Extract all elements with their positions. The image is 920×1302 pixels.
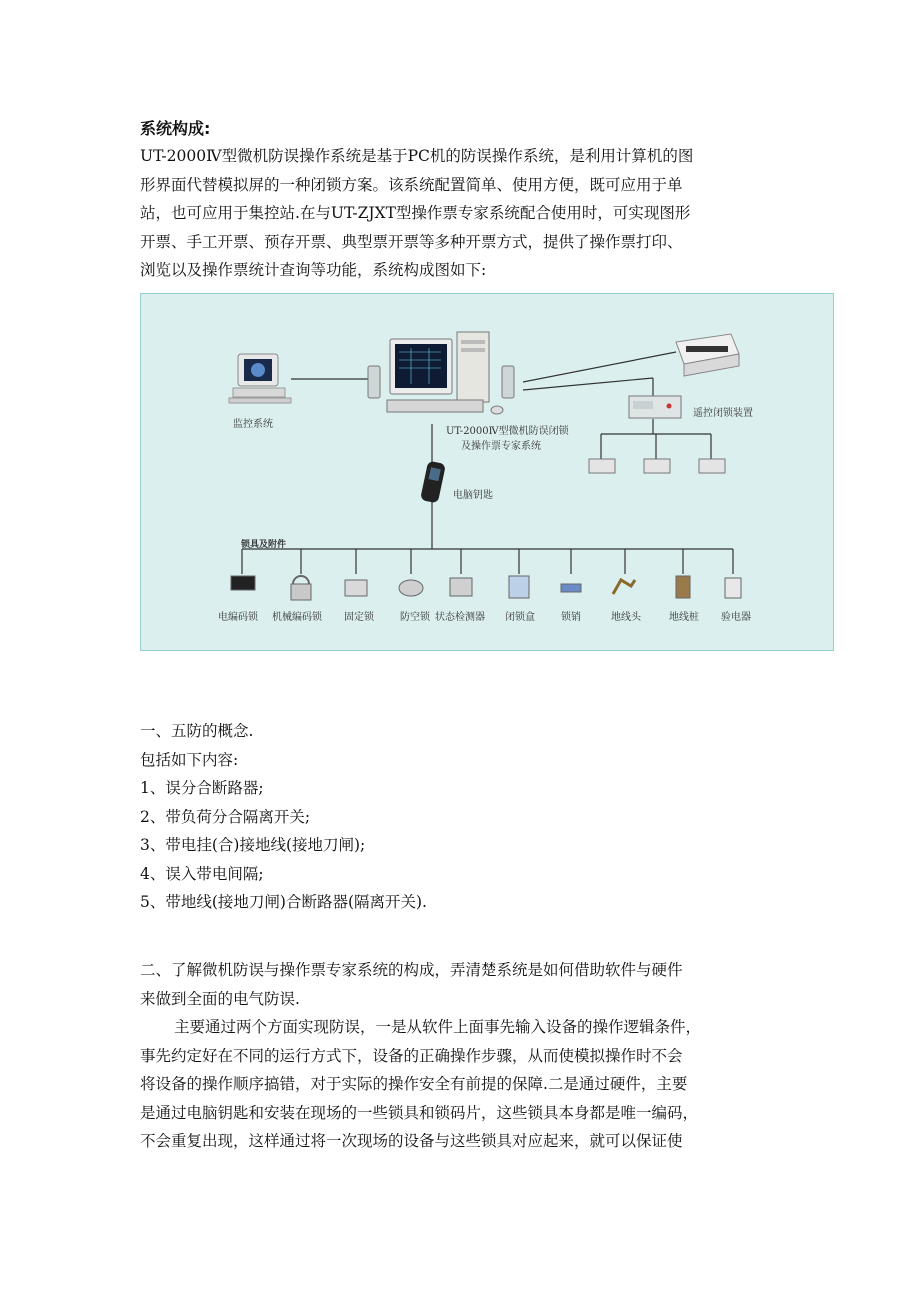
section1-item: 4、误入带电间隔;	[140, 864, 264, 883]
system-name-line1: UT-2000Ⅳ型微机防误闭锁	[446, 426, 569, 437]
intro-line: UT-2000Ⅳ型微机防误操作系统是基于PC机的防误操作系统，是利用计算机的图	[140, 147, 694, 165]
voltage-tester-icon	[725, 578, 741, 598]
system-diagram	[140, 293, 834, 651]
lock-label: 验电器	[721, 612, 751, 623]
intro-paragraph	[140, 142, 800, 285]
speaker-left-icon	[368, 366, 380, 398]
computer-key-label: 电脑钥匙	[453, 490, 493, 501]
section2-body-line: 将设备的操作顺序搞错，对于实际的操作安全有前提的保障.二是通过硬件，主要	[140, 1075, 688, 1093]
intro-line: 开票、手工开票、预存开票、典型票开票等多种开票方式，提供了操作票打印、	[140, 232, 683, 251]
lock-pin-icon	[561, 584, 581, 592]
lock-label: 状态检测器	[435, 612, 485, 623]
lock-label: 固定锁	[344, 612, 374, 623]
system-name-line2: 及操作票专家系统	[461, 441, 541, 452]
ground-wire-head-icon	[613, 580, 635, 594]
section2-title	[140, 956, 683, 1013]
monitor-system-label: 监控系统	[233, 419, 273, 430]
printer-icon	[676, 334, 739, 376]
locks-header-label: 锁具及附件	[241, 540, 287, 550]
status-detector-icon	[450, 578, 472, 596]
section2-body-line: 不会重复出现，这样通过将一次现场的设备与这些锁具对应起来，就可以保证使	[140, 1132, 683, 1150]
section-title: 系统构成:	[140, 119, 211, 138]
diagram-graphics	[141, 294, 835, 652]
ground-post-icon	[676, 576, 690, 598]
computer-key-icon	[420, 461, 446, 504]
electric-code-lock-icon	[231, 576, 255, 590]
lock-box-icon	[509, 576, 529, 598]
section2-title-line: 二、了解微机防误与操作票专家系统的构成，弄清楚系统是如何借助软件与硬件	[140, 961, 683, 979]
remote-terminal-icon	[644, 459, 670, 473]
section2-body-line: 是通过电脑钥匙和安装在现场的一些锁具和锁码片，这些锁具本身都是唯一编码，	[140, 1103, 699, 1122]
intro-line: 站，也可应用于集控站.在与UT-ZJXT型操作票专家系统配合使用时，可实现图形	[140, 204, 691, 222]
section1-item: 1、误分合断路器;	[140, 779, 264, 797]
lock-label: 锁销	[561, 612, 581, 623]
section1	[140, 717, 427, 917]
section1-title: 一、五防的概念.	[140, 722, 254, 740]
remote-terminal-icon	[699, 459, 725, 473]
lock-label: 闭锁盒	[505, 612, 535, 623]
lock-label: 电编码锁	[218, 612, 258, 623]
lock-label: 机械编码锁	[272, 612, 322, 623]
main-computer-icon	[387, 332, 503, 414]
intro-line: 形界面代替模拟屏的一种闭锁方案。该系统配置简单、使用方便，既可应用于单	[140, 175, 683, 194]
section2-body-line: 事先约定好在不同的运行方式下，设备的正确操作步骤，从而使模拟操作时不会	[140, 1046, 683, 1065]
lock-label: 防空锁	[400, 612, 430, 623]
monitor-system-icon	[229, 354, 291, 403]
anti-air-lock-icon	[399, 580, 423, 596]
section1-item: 2、带负荷分合隔离开关;	[140, 807, 311, 826]
section1-item: 5、带地线(接地刀闸)合断路器(隔离开关).	[140, 893, 427, 911]
section2-body	[140, 1013, 701, 1156]
speaker-right-icon	[502, 366, 514, 398]
section1-subtitle: 包括如下内容:	[140, 750, 239, 769]
remote-lock-label: 遥控闭锁装置	[693, 408, 753, 419]
section1-item: 3、带电挂(合)接地线(接地刀闸);	[140, 836, 366, 854]
remote-terminal-icon	[589, 459, 615, 473]
lock-label: 地线头	[611, 612, 641, 623]
lock-label: 地线桩	[669, 612, 699, 623]
intro-line: 浏览以及操作票统计查询等功能，系统构成图如下:	[140, 261, 487, 279]
mechanical-code-lock-icon	[293, 576, 309, 584]
remote-lock-device-icon	[629, 396, 681, 418]
section2-body-line: 主要通过两个方面实现防误，一是从软件上面事先输入设备的操作逻辑条件，	[174, 1018, 702, 1036]
fixed-lock-icon	[345, 580, 367, 596]
section2-title-line: 来做到全面的电气防误.	[140, 989, 300, 1008]
